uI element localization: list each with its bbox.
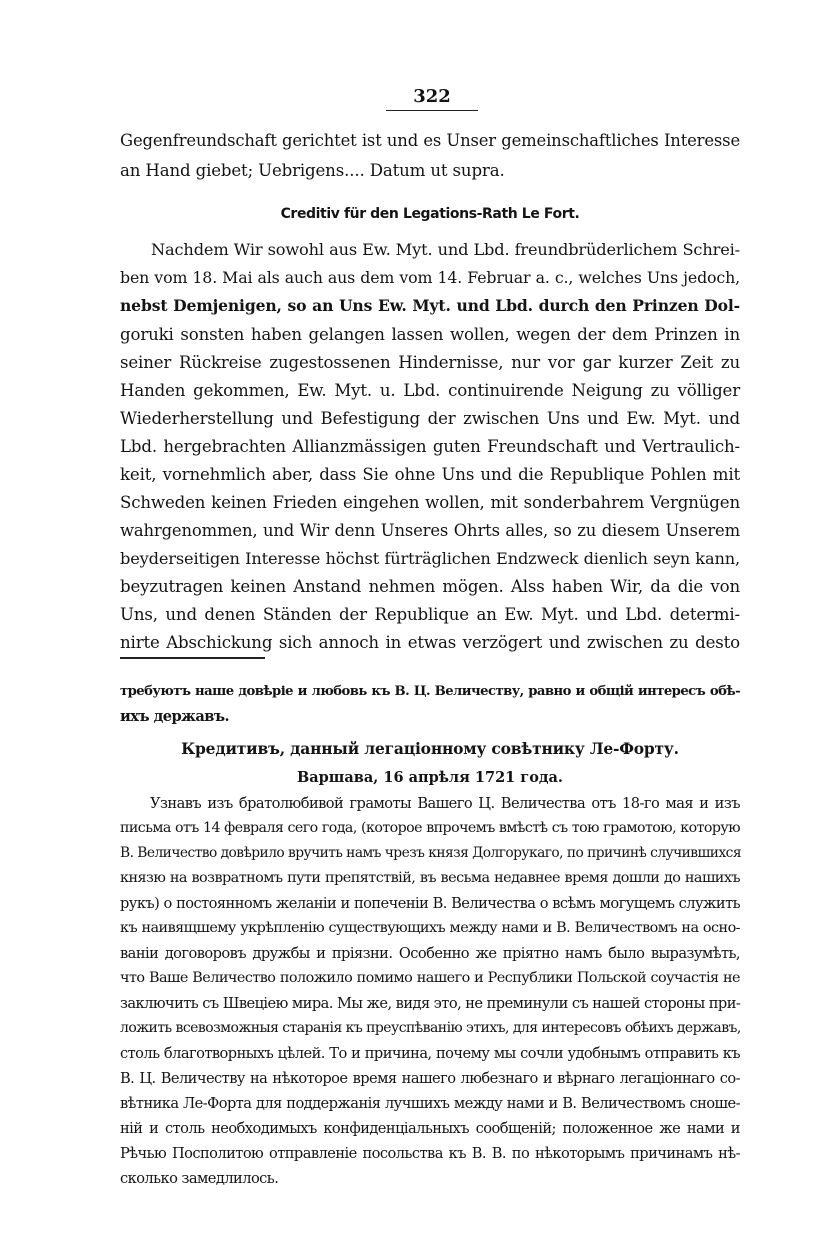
russian-body-line: Рѣчью Посполитою отправленіе посольства къ В. В. по нѣкоторымъ причинамъ нѣ- <box>120 1145 740 1162</box>
german-body-line: beyderseitigen Interesse höchst fürträglichen Endzweck dienlich seyn kann, <box>120 549 740 568</box>
german-body-line: seiner Rückreise zugestossenen Hindernisse, nur vor gar kurzer Zeit zu <box>120 353 740 372</box>
german-body-line: Handen gekommen, Ew. Myt. u. Lbd. continuirende Neigung zu völliger <box>120 381 740 400</box>
russian-body-line: Узнавъ изъ братолюбивой грамоты Вашего Ц. Величества отъ 18-го мая и изъ <box>150 795 740 812</box>
german-body-line: goruki sonsten haben gelangen lassen wollen, wegen der dem Prinzen in <box>120 325 740 344</box>
russian-body-line: ложить всевозможныя старанія къ преуспѣванію этихъ, для интересовъ обѣихъ державъ, <box>120 1020 741 1036</box>
russian-body-line: рукъ) о постоянномъ желаніи и попеченіи В. Величества о всѣмъ могущемъ служить <box>120 895 740 912</box>
russian-body-line: В. Ц. Величеству на нѣкоторое время нашего любезнаго и вѣрнаго легаціоннаго со- <box>120 1070 740 1087</box>
page-number-underline <box>386 110 478 111</box>
german-body-line: Nachdem Wir sowohl aus Ew. Myt. und Lbd. freundbrüderlichem Schrei- <box>151 240 740 259</box>
russian-body-line: что Ваше Величество положило помимо нашего и Республики Польской соучастія не <box>120 970 740 986</box>
russian-body-line: вѣтника Ле-Форта для поддержанія лучшихъ между нами и В. Величествомъ сноше- <box>120 1095 740 1112</box>
russian-body-line: къ наивящшему укрѣпленію существующихъ между нами и В. Величествомъ на осно- <box>120 920 740 936</box>
german-body-line: nirte Abschickung sich annoch in etwas verzögert und zwischen zu desto <box>120 633 740 652</box>
german-body-line: wahrgenommen, und Wir denn Unseres Ohrts alles, so zu diesem Unserem <box>120 521 740 540</box>
german-continuation-line: an Hand giebet; Uebrigens.... Datum ut supra. <box>120 161 505 180</box>
german-body-line: Wiederherstellung und Befestigung der zwischen Uns und Ew. Myt. und <box>120 409 740 428</box>
german-body-line: Uns, und denen Ständen der Republique an Ew. Myt. und Lbd. determi- <box>120 605 740 624</box>
german-heading: Creditiv für den Legations-Rath Le Fort. <box>280 206 580 222</box>
russian-body-line: столь благотворныхъ цѣлей. То и причина, почему мы сочли удобнымъ отправить къ <box>120 1045 740 1062</box>
russian-body-line: ній и столь необходимыхъ конфиденціальныхъ сообщеній; положенное же нами и <box>120 1120 740 1137</box>
german-continuation-line: Gegenfreundschaft gerichtet ist und es Unser gemeinschaftliches Interesse <box>120 131 740 150</box>
russian-continuation-line: ихъ державъ. <box>120 708 230 725</box>
russian-heading: Кредитивъ, данный легаціонному совѣтнику Ле-Форту. <box>181 739 679 758</box>
german-body-line: keit, vornehmlich aber, dass Sie ohne Uns und die Republique Pohlen mit <box>120 465 740 484</box>
russian-body-line: В. Величество довѣрило вручить намъ чрезъ князя Долгорукаго, по причинѣ случившихся <box>120 845 742 861</box>
russian-continuation-line: требуютъ наше довѣріе и любовь къ В. Ц. Величеству, равно и общій интересъ обѣ- <box>120 684 740 699</box>
russian-body-line: заключить съ Швеціею мира. Мы же, видя это, не преминули съ нашей стороны при- <box>120 995 741 1012</box>
page-number: 322 <box>413 86 451 107</box>
german-body-line: beyzutragen keinen Anstand nehmen mögen. Alss haben Wir, da die von <box>120 577 740 596</box>
russian-body-line: ваніи договоровъ дружбы и пріязни. Особенно же пріятно намъ было выразумѣть, <box>120 945 740 962</box>
german-body-line: Lbd. hergebrachten Allianzmässigen guten Freundschaft und Vertraulich- <box>120 437 740 456</box>
russian-body-line: сколько замедлилось. <box>120 1170 279 1187</box>
german-body-line: Schweden keinen Frieden eingehen wollen, mit sonderbahrem Vergnügen <box>120 493 740 512</box>
russian-body-line: письма отъ 14 февраля сего года, (которое впрочемъ вмѣстѣ съ тою грамотою, которую <box>120 820 740 836</box>
german-body-line: ben vom 18. Mai als auch aus dem vom 14. Februar a. c., welches Uns jedoch, <box>120 268 740 287</box>
russian-dateline: Варшава, 16 апрѣля 1721 года. <box>297 769 563 786</box>
german-body-line: nebst Demjenigen, so an Uns Ew. Myt. und Lbd. durch den Prinzen Dol- <box>120 296 740 315</box>
footnote-divider <box>120 657 265 659</box>
russian-body-line: князю на возвратномъ пути препятствій, въ весьма недавнее время дошли до нашихъ <box>120 870 740 886</box>
